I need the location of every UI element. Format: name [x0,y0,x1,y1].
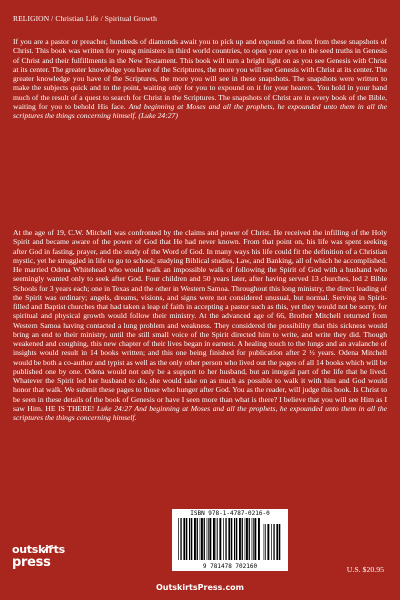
logo-text-press: press [12,555,51,570]
barcode-stripe [273,524,274,560]
barcode-stripe [209,518,211,560]
barcode-stripe [267,524,269,560]
barcode-stripe [258,518,260,560]
barcode-stripe [201,518,203,560]
barcode-stripe [231,518,232,560]
barcode-stripe [265,524,266,560]
barcode-stripe [178,518,179,560]
barcode-stripe [279,524,280,560]
logo-swoosh-icon [42,544,54,554]
barcode-stripe [208,518,209,560]
author-biography [13,228,387,422]
biography-text: At the age of 19, C.W. Mitchell was confronted by the claims and power of Christ. He received the infilling of the Holy Spirit and became aware of the power of God that He had never known. From that point on, his life was spent seeking after God in fasting, prayer, and the study of the Word of God. In many ways his life could fit the definition of a Christian mystic, yet he struggled in life to go to school; studying Biblical studies, Law, and Banking, all of which he accomplished. He married Odena Whitehead who would walk an impossible walk of following the Spirit of God with a husband who seemingly wanted only to seek after God. Four children and 50 years later, after having served 13 churches, led 2 Bible Schools for 3 years each; one in Texas and the other in Western Samoa. Throughout this long ministry, the direct leading of the Spirit was ordinary; angels, dreams, visions, and signs were not considered unusual, but normal. Serving in Spirit-filled and Baptist churches that had taken a leap of faith in accepting a pastor such as this, yet they would not be sorry, for spiritual and physical growth would follow their ministry. At the advanced age of 66, Brother Mitchell returned from Western Samoa having contacted a lung problem and weakness. They considered the possibility that this sickness would bring an end to their ministry, until the still small voice of the Spirit directed him to write, and write they did. Though weakened and coughing, this new chapter of their lives began in earnest. A healing touch to the lungs and an avalanche of insights would result in 14 books written; and this one being finished for publication after 2 ½ years. Odena Mitchell would be both a co-author and typist as well as the only other person who lived out the pages of all 14 books which will be published one by one. Odena would not only be a support to her husband, but an integral part of the life that he lived. Whatever the Spirit led her husband to do, she would take on as much as possible to walk it with him and God would honor that walk. We submit these pages to those who hunger after God. You as the reader, will judge this book. Is Christ to be seen in these details of the book of Genesis or have I seen more than what is there? I believe that you will see Him as I saw Him. HE IS THERE! [13,228,387,413]
barcode-stripe [207,518,208,560]
barcode-stripe [213,518,215,560]
barcode-stripe [223,518,224,560]
barcode-stripe [239,518,241,560]
barcode-stripe [242,518,243,560]
barcode-stripe [225,518,226,560]
isbn-barcode [172,509,288,571]
barcode-stripe [183,518,185,560]
barcode-stripe [271,524,272,560]
logo-text-outskirts: outskirts [12,543,65,556]
barcode-stripe [216,518,217,560]
description-text: If you are a pastor or preacher, hundreds of diamonds await you to pick up and expound on them from these snapshots of Christ. This book was written for young ministers in third world countries, to open your eyes to the seed truths in Genesis of Christ and their fulfillments in the New Testament. This book will turn a bright light on as you see Genesis with Christ at its center. The greater knowledge you have of the Scriptures, the more you will see Genesis with Christ at its center. The greater knowledge you have of the Scriptures, the more you will see in these snapshots. The snapshots were written to make the subjects quick and to the point, waiting only for you to expound on it for your hearers. You hold in your hand much of the result of a quest to search for Christ in the Scriptures. The snapshots of Christ are in every book of the Bible, waiting for you to behold His face. [13,37,387,111]
barcode-stripe [246,518,248,560]
barcode-stripe [191,518,192,560]
barcode-stripe [249,518,250,560]
barcode-stripe [189,518,190,560]
barcode-stripe [219,518,221,560]
barcode-stripe [204,518,205,560]
book-description [13,37,387,120]
barcode-stripe [180,518,181,560]
barcode-stripe [254,518,256,560]
barcode-stripe [217,518,218,560]
category-label: RELIGION / Christian Life / Spiritual Growth [13,14,157,23]
isbn-number: ISBN 978-1-4787-0216-0 [190,510,270,517]
publisher-website: OutskirtsPress.com [155,583,245,592]
barcode-stripe [234,518,235,560]
barcode-stripe [264,524,265,560]
barcode-stripe [236,518,237,560]
barcode-stripe [194,518,196,560]
barcode-number: 9 781478 702160 [202,563,258,570]
barcode-stripe [252,518,253,560]
barcode-stripe [197,518,198,560]
barcode-stripe [228,518,230,560]
barcode-stripe [253,518,254,560]
barcode-bars [178,518,282,560]
scripture-quote: And beginning at Moses and all the prophets, he expounded unto them in all the scriptures the things concerning himself. (Luke 24:27) [13,101,387,120]
barcode-stripe [276,524,278,560]
barcode-stripe [245,518,246,560]
publisher-logo [12,543,65,580]
barcode-stripe [200,518,201,560]
price-label: U.S. $20.95 [346,565,384,574]
barcode-stripe [186,518,187,560]
closing-scripture-quote: Luke 24:27 And beginning at Moses and all the prophets, he expounded unto them in all the scriptures the things concerning himself. [13,403,387,422]
